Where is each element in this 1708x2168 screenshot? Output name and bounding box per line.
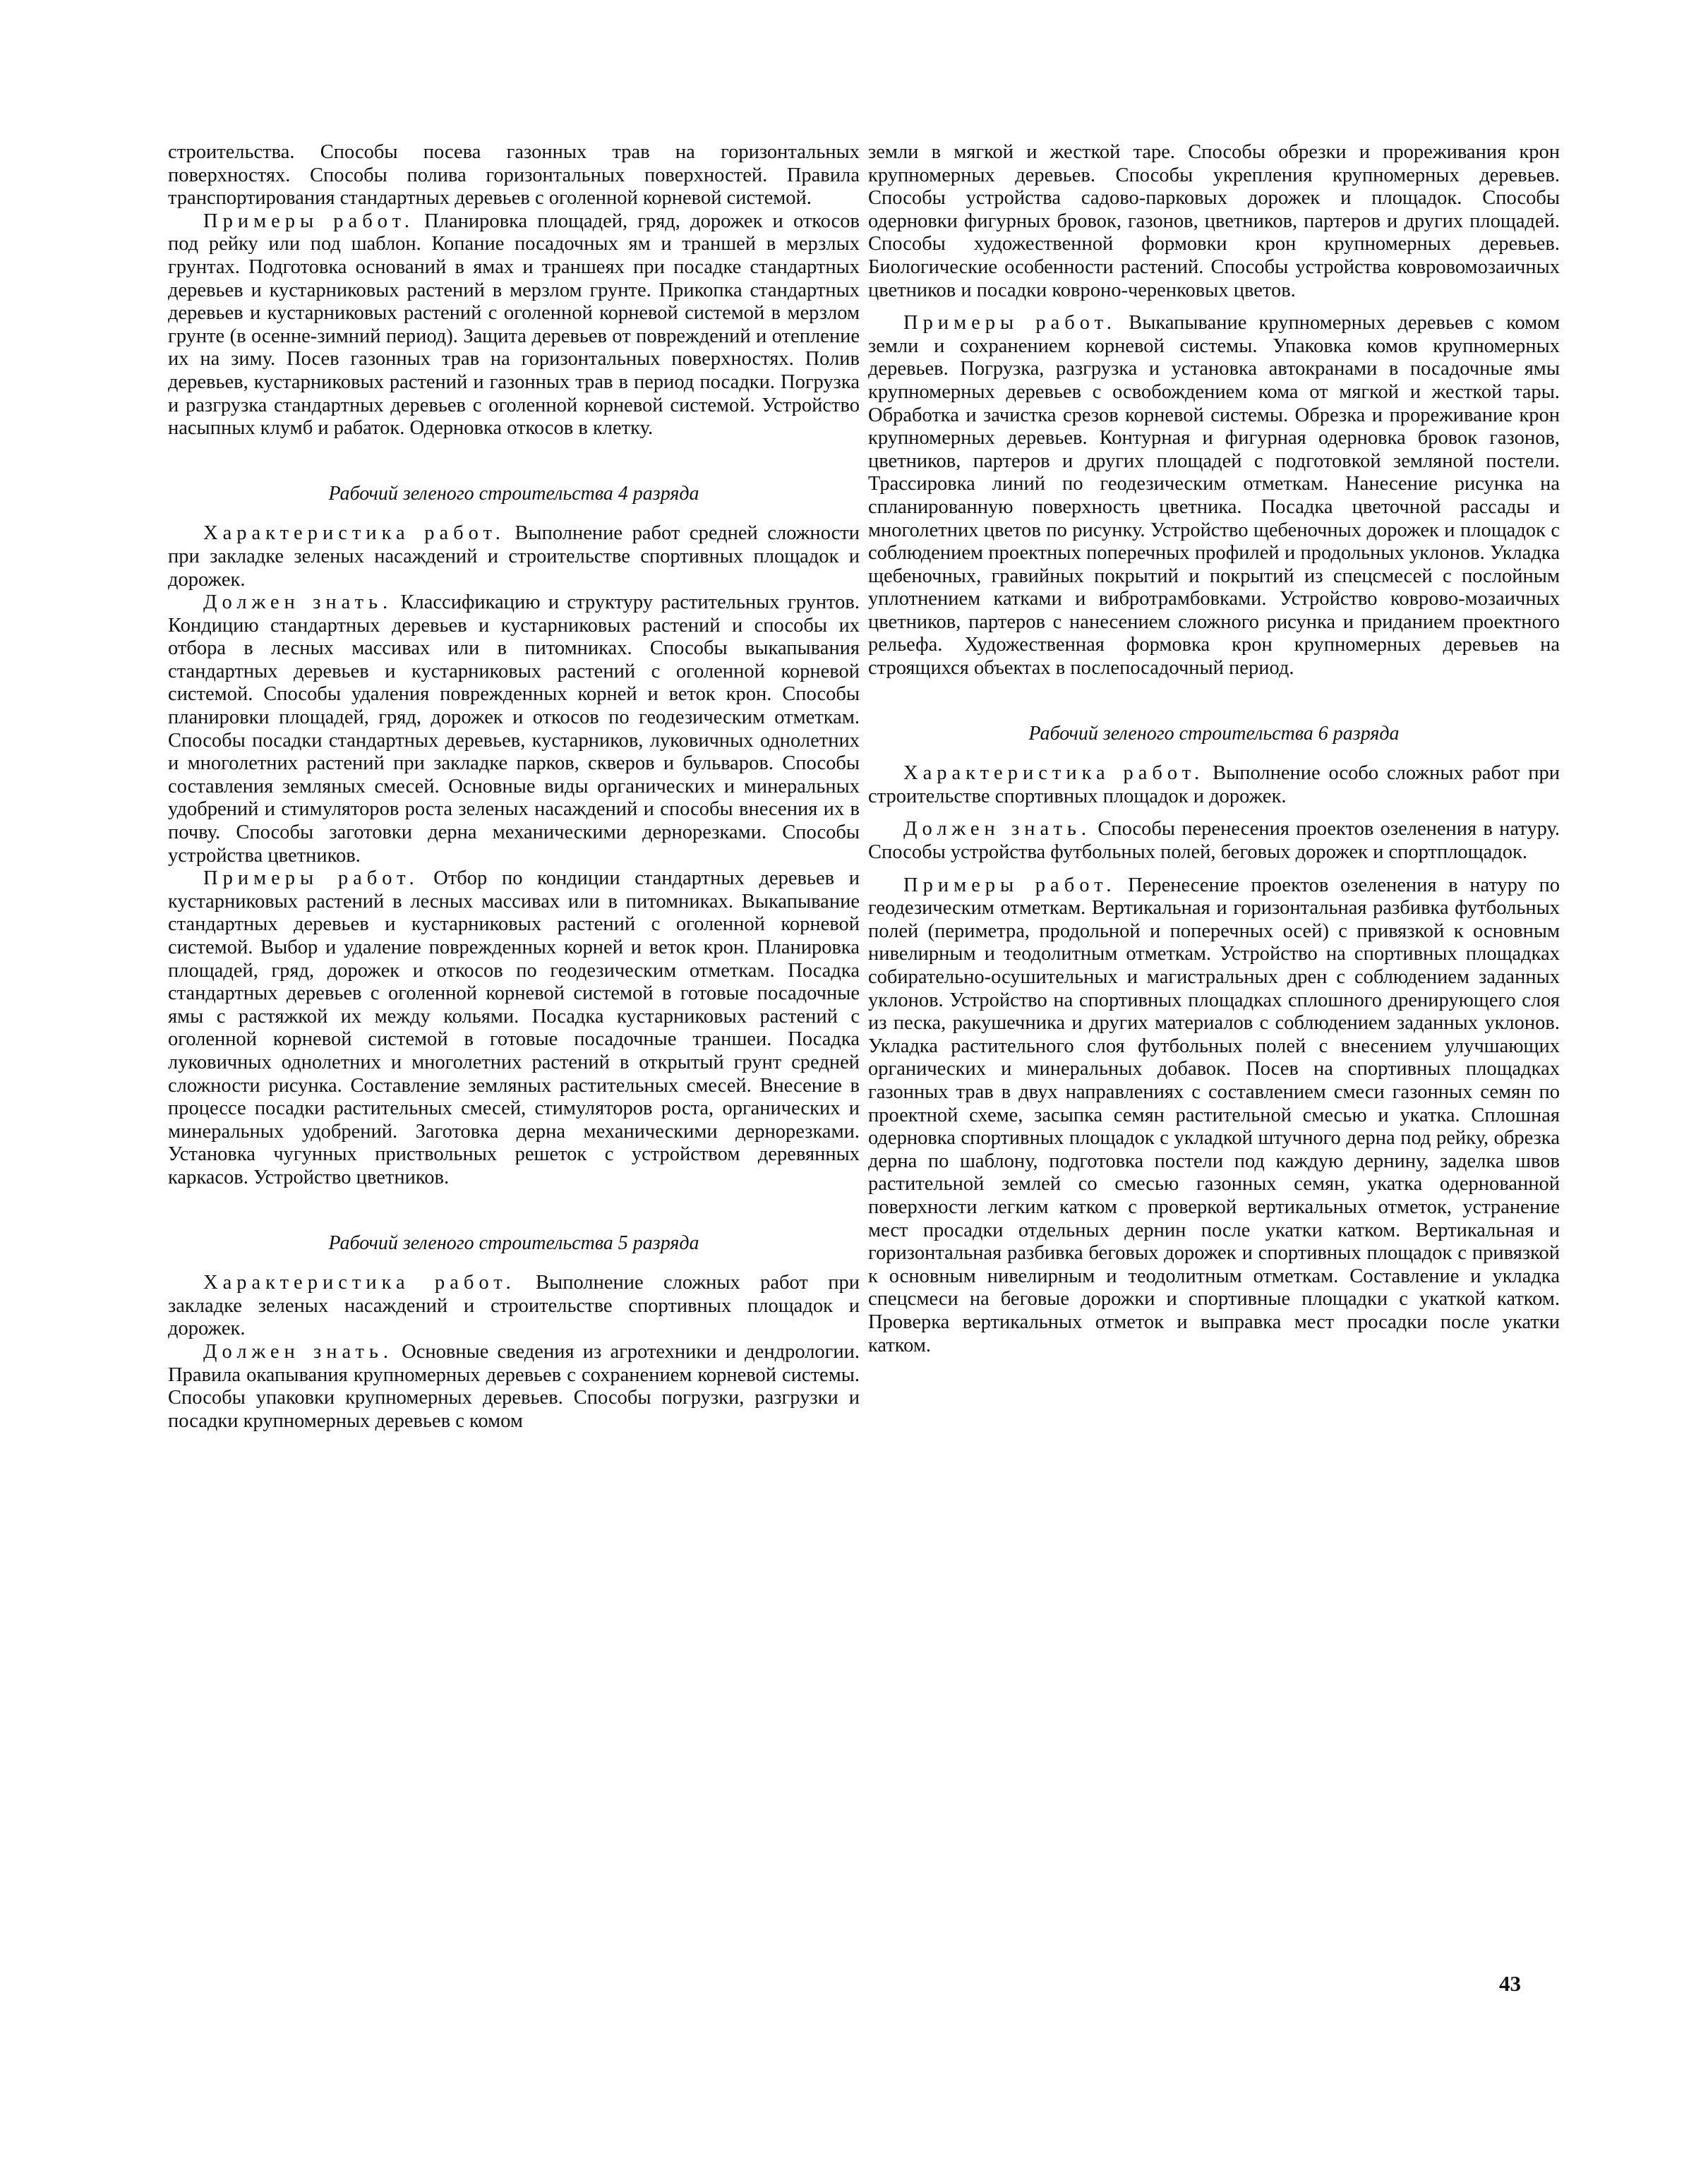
section-label: Должен знать. [203, 1340, 393, 1363]
paragraph-text: Выполнение работ средней сложности при закладке зеленых насаждений и строительстве спортивных площадок и дорожек. [168, 522, 860, 591]
paragraph-text: Выкапывание крупномерных деревьев с комом земли и сохранением корневой системы. Упаковка комов крупномерных деревьев. Погрузка, разгрузка и установка автокранами в посадочные ямы крупномерных деревьев с освобождением кома от мягкой и жесткой тары. Обработка и зачистка срезов корневой системы. Обрезка и прореживание крон крупномерных деревьев. Контурная и фигурная одерновка бровок газонов, цветников, партеров и других площадей с подготовкой земляной постели. Трассировка линий по геодезическим отметкам. Нанесение рисунка на спланированную поверхность цветника. Посадка цветочной рассады и многолетних цветов по рисунку. Устройство щебеночных дорожек и площадок с соблюдением проектных поперечных профилей и продольных уклонов. Укладка щебеночных, гравийных покрытий и покрытий из спецсмесей с послойным уплотнением катками и вибротрамбовками. Устройство коврово-мозаичных цветников, партеров с нанесением сложного рисунка и приданием проектного рельефа. Художественная формовка крон крупномерных деревьев на строящихся объектах в послепосадочный период. [868, 312, 1560, 680]
paragraph [168, 867, 860, 1189]
paragraph-text: Планировка площадей, гряд, дорожек и откосов под рейку или под шаблон. Копание посадочных ям и траншей в мерзлых грунтах. Подготовка оснований в ямах и траншеях при посадке стандартных деревьев и кустарниковых растений в мерзлом грунте. Прикопка стандартных деревьев и кустарниковых растений с оголенной корневой системой в мерзлом грунте (в осенне-зимний период). Защита деревьев от повреждений и отепление их на зиму. Посев газонных трав на горизонтальных поверхностях. Полив деревьев, кустарниковых растений и газонных трав в период посадки. Погрузка и разгрузка стандартных деревьев с оголенной корневой системой. Устройство насыпных клумб и рабаток. Одерновка откосов в клетку. [168, 210, 860, 440]
paragraph [868, 141, 1560, 302]
paragraph-text: земли в мягкой и жесткой таре. Способы обрезки и прореживания крон крупномерных деревьев. Способы укрепления крупномерных деревьев. Способы устройства садово-парковых дорожек и площадок. Способы одерновки фигурных бровок, газонов, цветников, партеров и других площадей. Способы художественной формовки крон крупномерных деревьев. Биологические особенности растений. Способы устройства ковровомозаичных цветников и посадки ковроно-черенковых цветов. [868, 141, 1560, 301]
paragraph-text: строительства. Способы посева газонных трав на горизонтальных поверхностях. Способы полива горизонтальных поверхностей. Правила транспортирования стандартных деревьев с оголенной корневой системой. [168, 141, 860, 210]
paragraph [168, 210, 860, 440]
paragraph [868, 762, 1560, 808]
paragraph-text: Классификацию и структуру растительных грунтов. Кондицию стандартных деревьев и кустарниковых растений и способы их отбора в лесных массивах или в питомниках. Способы выкапывания стандартных деревьев и кустарниковых растений с оголенной корневой системой. Способы удаления поврежденных корней и веток крон. Способы планировки площадей, гряд, дорожек и откосов по геодезическим отметкам. Способы посадки стандартных деревьев, кустарников, луковичных однолетних и многолетних растений при закладке парков, скверов и бульваров. Способы составления земляных смесей. Основные виды органических и минеральных удобрений и стимуляторов роста зеленых насаждений и способы внесения их в почву. Способы заготовки дерна механическими дернорезками. Способы устройства цветников. [168, 591, 860, 867]
section-heading: Рабочий зеленого строительства 6 разряда [1028, 722, 1400, 745]
paragraph [168, 522, 860, 591]
section-heading: Рабочий зеленого строительства 5 разряда [328, 1231, 699, 1254]
paragraph [868, 874, 1560, 1357]
section-heading: Рабочий зеленого строительства 4 разряда [328, 482, 699, 505]
section-label: Характеристика работ. [203, 522, 505, 545]
left-column [168, 141, 860, 1433]
paragraph-text: Перенесение проектов озеленения в натуру по геодезическим отметкам. Вертикальная и горизонтальная разбивка футбольных полей (периметра, продольной и поперечных осей) с привязкой к основным нивелирным и теодолитным отметкам. Устройство на спортивных площадках собирательно-осушительных и магистральных дрен с соблюдением заданных уклонов. Устройство на спортивных площадках сплошного дренирующего слоя из песка, ракушечника и других материалов с соблюдением заданных уклонов. Укладка растительного слоя футбольных полей с внесением улучшающих органических и минеральных добавок. Посев на спортивных площадках газонных трав в двух направлениях с составлением смеси газонных семян по проектной схеме, засыпка семян растительной смесью и укатка. Сплошная одерновка спортивных площадок с укладкой штучного дерна под рейку, обрезка дерна по шаблону, подготовка постели под каждую дернину, заделка швов растительной землей со смесью газонных семян, укатка одернованной поверхности легким катком с проверкой вертикальных отметок, устранение мест просадки отдельных дернин после укатки катком. Вертикальная и горизонтальная разбивка беговых дорожек и спортивных площадок с привязкой к основным нивелирным и теодолитным отметкам. Составление и укладка спецсмеси на беговые дорожки и спортивные площадки с укаткой катком. Проверка вертикальных отметок и выправка мест просадки после укатки катком. [868, 874, 1560, 1356]
section-label: Примеры работ. [903, 874, 1117, 896]
right-column [868, 141, 1560, 1357]
paragraph [168, 1272, 860, 1341]
section-label: Должен знать. [203, 591, 393, 614]
section-label: Должен знать. [903, 818, 1092, 841]
page-number: 43 [1499, 1971, 1521, 1996]
paragraph [168, 141, 860, 210]
paragraph-text: Выполнение особо сложных работ при строительстве спортивных площадок и дорожек. [868, 762, 1560, 807]
paragraph-text: Способы перенесения проектов озеленения в натуру. Способы устройства футбольных полей, беговых дорожек и спортплощадок. [868, 818, 1560, 864]
section-label: Примеры работ. [203, 210, 415, 232]
paragraph [868, 312, 1560, 680]
paragraph-text: Основные сведения из агротехники и дендрологии. Правила окапывания крупномерных деревьев с сохранением корневой системы. Способы упаковки крупномерных деревьев. Способы погрузки, разгрузки и посадки крупномерных деревьев с комом [168, 1340, 860, 1432]
section-label: Характеристика работ. [203, 1272, 516, 1294]
paragraph [868, 818, 1560, 864]
paragraph-text: Отбор по кондиции стандартных деревьев и кустарниковых растений в лесных массивах или в питомниках. Выкапывание стандартных деревьев и кустарниковых растений с оголенной корневой системой. Выбор и удаление поврежденных корней и веток крон. Планировка площадей, гряд, дорожек и откосов по геодезическим отметкам. Посадка стандартных деревьев с оголенной корневой системой в готовые посадочные ямы с растяжкой их между кольями. Посадка кустарниковых растений с оголенной корневой системой в готовые посадочные траншеи. Посадка луковичных однолетних и многолетних растений в открытый грунт средней сложности рисунка. Составление земляных растительных смесей. Внесение в процессе посадки растительных смесей, стимуляторов роста, органических и минеральных удобрений. Заготовка дерна механическими дернорезками. Установка чугунных приствольных решеток с устройством деревянных каркасов. Устройство цветников. [168, 867, 860, 1188]
paragraph-text: Выполнение сложных работ при закладке зеленых насаждений и строительстве спортивных площадок и дорожек. [168, 1272, 860, 1340]
section-label: Примеры работ. [203, 867, 419, 890]
paragraph [168, 591, 860, 867]
section-label: Характеристика работ. [903, 762, 1205, 785]
section-label: Примеры работ. [903, 312, 1117, 335]
paragraph [168, 1341, 860, 1433]
